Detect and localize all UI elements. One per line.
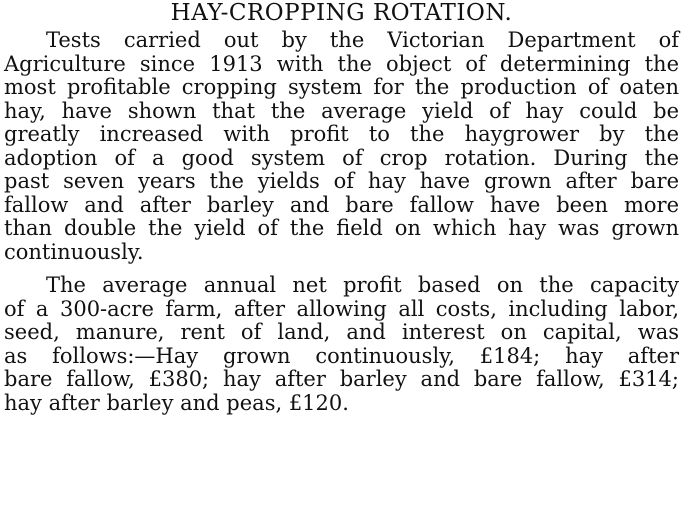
paragraph-line: adoption of a good system of crop rotation. During the <box>4 145 679 170</box>
paragraph-line: past seven years the yields of hay have grown after bare <box>4 169 679 193</box>
article-title: HAY-CROPPING ROTATION. <box>170 0 513 26</box>
paragraph-line: The average annual net profit based on the capacity <box>46 273 679 297</box>
paragraph-line: seed, manure, rent of land, and interest on capital, was <box>4 320 679 344</box>
paragraph-line: of a 300-acre farm, after allowing all costs, including labor, <box>4 296 679 321</box>
paragraph-line: fallow and after barley and bare fallow have been more <box>4 192 679 217</box>
paragraph-line: Tests carried out by the Victorian Department of <box>46 28 679 52</box>
paragraph-line: as follows:—Hay grown continuously, £184; hay after <box>4 343 679 368</box>
paragraph-line: hay, have shown that the average yield of hay could be <box>4 98 679 123</box>
article-paragraph-2 <box>4 274 679 415</box>
paragraph-line: hay after barley and peas, £120. <box>4 390 349 415</box>
paragraph-line: continuously. <box>4 239 144 264</box>
paragraph-line: greatly increased with profit to the haygrower by the <box>4 122 679 146</box>
paragraph-line: Agriculture since 1913 with the object of determining the <box>4 51 679 76</box>
article-paragraph-1 <box>4 29 679 264</box>
paragraph-line: most profitable cropping system for the production of oaten <box>4 75 679 99</box>
paragraph-line: than double the yield of the field on which hay was grown <box>4 216 679 240</box>
paragraph-line: bare fallow, £380; hay after barley and bare fallow, £314; <box>4 367 679 391</box>
